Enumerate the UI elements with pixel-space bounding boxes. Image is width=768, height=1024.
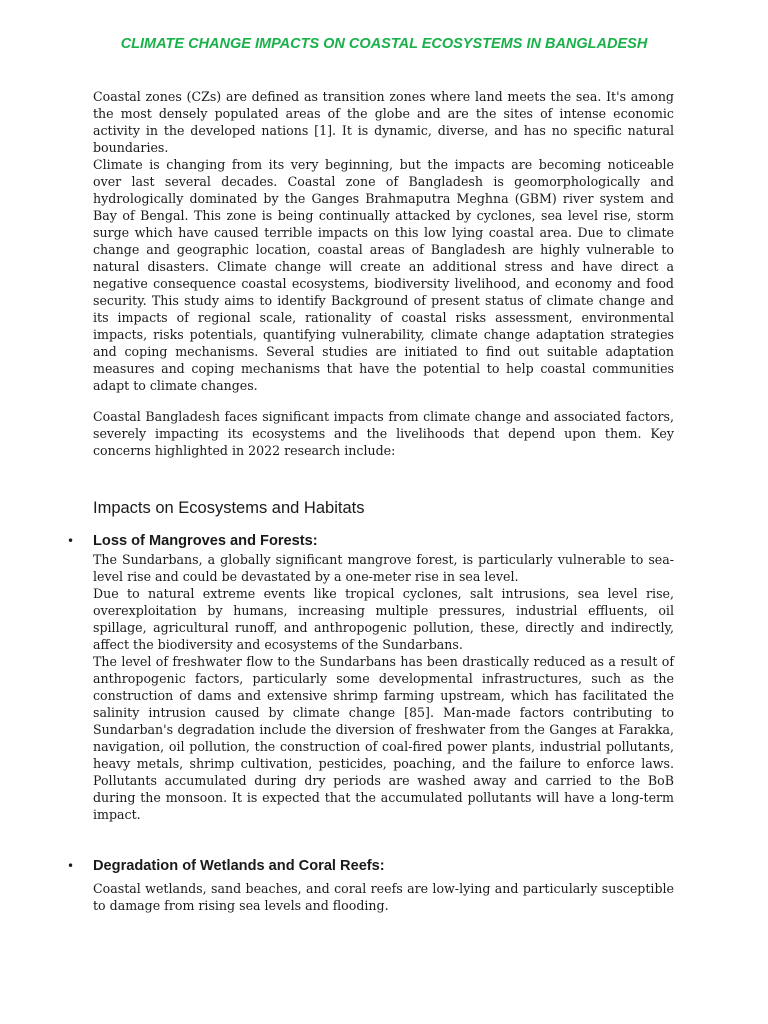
list-item-paragraph: The level of freshwater flow to the Sundarbans has been drastically reduced as a result of anthropogenic factors, particularly some developmental infrastructures, such as the construction of dams and extensive shrimp farming upstream, which has facilitated the salinity intrusion caused by climate change [85]. Man-made factors contributing to Sundarban's degradation include the diversion of freshwater from the Ganges at Farakka, navigation, oil pollution, the construction of coal-fired power plants, industrial pollutants, heavy metals, shrimp cultivation, pesticides, poaching, and the failure to enforce laws. Pollutants accumulated during dry periods are washed away and carried to the BoB during the monsoon. It is expected that the accumulated pollutants will have a long-term impact. [93, 654, 674, 822]
list-item-heading: Degradation of Wetlands and Coral Reefs: [93, 858, 385, 874]
list-item-heading: Loss of Mangroves and Forests: [93, 533, 318, 549]
bullet-icon: • [67, 859, 75, 873]
intro-paragraph-1: Coastal zones (CZs) are defined as transition zones where land meets the sea. It's among the most densely populated areas of the globe and are the sites of intense economic activity in the developed nations [1]. It is dynamic, diverse, and has no specific natural boundaries. [93, 89, 674, 155]
bullet-icon: • [67, 534, 75, 548]
list-item-wetlands [67, 856, 674, 914]
list-item-paragraph: Coastal wetlands, sand beaches, and coral reefs are low-lying and particularly susceptible to damage from rising sea levels and flooding. [93, 881, 674, 913]
list-item-mangroves [67, 531, 674, 823]
intro-paragraph-3: Coastal Bangladesh faces significant impacts from climate change and associated factors, severely impacting its ecosystems and the livelihoods that depend upon them. Key concerns highlighted in 2022 research include: [93, 409, 674, 458]
list-item-paragraph: Due to natural extreme events like tropical cyclones, salt intrusions, sea level rise, overexploitation by humans, increasing multiple pressures, industrial effluents, oil spillage, agricultural runoff, and anthropogenic pollution, these, directly and indirectly, affect the biodiversity and ecosystems of the Sundarbans. [93, 586, 674, 652]
document-body [67, 88, 674, 914]
list-item-paragraph: The Sundarbans, a globally significant mangrove forest, is particularly vulnerable to sea-level rise and could be devastated by a one-meter rise in sea level. [93, 552, 674, 584]
section-heading: Impacts on Ecosystems and Habitats [93, 499, 365, 517]
intro-paragraph-2: Climate is changing from its very beginning, but the impacts are becoming noticeable over last several decades. Coastal zone of Bangladesh is geomorphologically and hydrologically dominated by the Ganges Brahmaputra Meghna (GBM) river system and Bay of Bengal. This zone is being continually attacked by cyclones, sea level rise, storm surge which have caused terrible impacts on this low lying coastal area. Due to climate change and geographic location, coastal areas of Bangladesh are highly vulnerable to natural disasters. Climate change will create an additional stress and have direct a negative consequence coastal ecosystems, biodiversity livelihood, and economy and food security. This study aims to identify Background of present status of climate change and its impacts of regional scale, rationality of coastal risks assessment, environmental impacts, risks potentials, quantifying vulnerability, climate change adaptation strategies and coping mechanisms. Several studies are initiated to find out suitable adaptation measures and coping mechanisms that have the potential to help coastal communities adapt to climate changes. [93, 157, 674, 393]
document-title: CLIMATE CHANGE IMPACTS ON COASTAL ECOSYSTEMS IN BANGLADESH [120, 36, 648, 52]
